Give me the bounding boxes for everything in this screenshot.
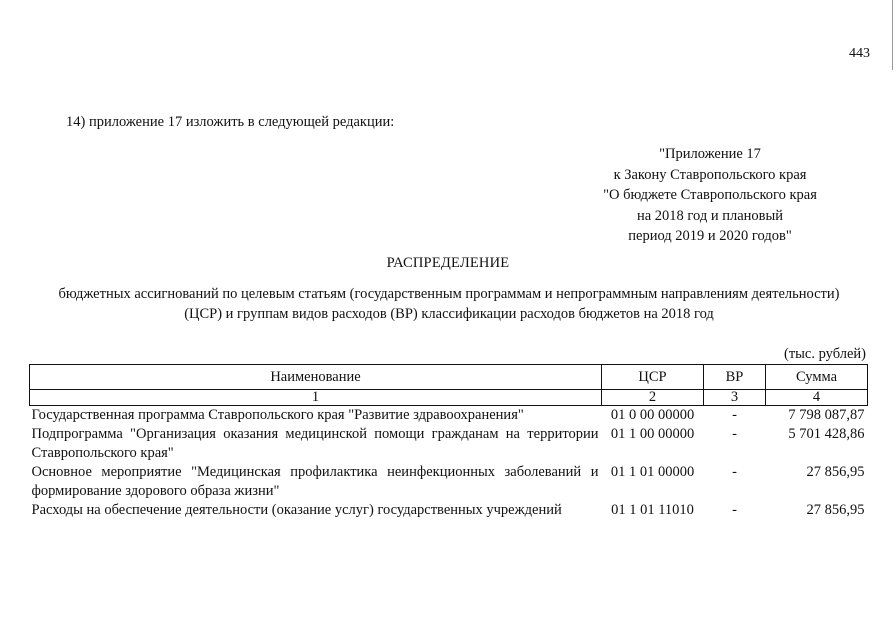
subtitle-line: (ЦСР) и группам видов расходов (ВР) классификации расходов бюджетов на 2018 год	[184, 306, 714, 322]
row-vr: -	[732, 407, 737, 423]
row-vr: -	[732, 426, 737, 442]
header-sum: Сумма	[766, 365, 868, 390]
page-number: 443	[849, 46, 870, 61]
row-sum: 27 856,95	[806, 464, 865, 480]
table-header-row	[30, 365, 868, 390]
row-csr: 01 1 01 00000	[610, 464, 695, 480]
row-sum: 27 856,95	[806, 502, 865, 518]
row-name: Подпрограмма "Организация оказания медицинской помощи гражданам на территории Ставропольского края"	[31, 426, 599, 461]
document-subtitle	[30, 284, 868, 324]
appendix-line: "О бюджете Ставропольского края	[603, 187, 817, 203]
appendix-line: период 2019 и 2020 годов"	[628, 228, 792, 244]
subtitle-line: бюджетных ассигнований по целевым статьям (государственным программам и непрограммным направлениям деятельности)	[58, 286, 840, 302]
column-number: 3	[704, 390, 766, 406]
row-csr: 01 0 00 00000	[610, 407, 695, 423]
units-label: (тыс. рублей)	[784, 346, 866, 362]
row-name: Государственная программа Ставропольского края "Развитие здравоохранения"	[31, 407, 524, 423]
appendix-reference	[560, 144, 860, 247]
row-csr: 01 1 00 00000	[610, 426, 695, 442]
header-csr: ЦСР	[602, 365, 704, 390]
row-name: Расходы на обеспечение деятельности (оказание услуг) государственных учреждений	[31, 502, 562, 518]
column-number: 2	[602, 390, 704, 406]
appendix-line: к Закону Ставропольского края	[613, 166, 807, 183]
table-row	[30, 501, 868, 520]
scan-edge-line	[892, 0, 893, 70]
row-name: Основное мероприятие "Медицинская профилактика неинфекционных заболеваний и формирование здорового образа жизни"	[31, 464, 599, 499]
column-number: 4	[766, 390, 868, 406]
column-number-row	[30, 390, 868, 406]
document-title: РАСПРЕДЕЛЕНИЕ	[386, 255, 510, 271]
amendment-instruction: 14) приложение 17 изложить в следующей редакции:	[66, 114, 395, 130]
row-csr: 01 1 01 11010	[611, 502, 694, 518]
table-row	[30, 406, 868, 426]
row-vr: -	[732, 464, 737, 480]
appendix-line: "Приложение 17	[659, 146, 761, 162]
table-row	[30, 463, 868, 501]
appendix-line: на 2018 год и плановый	[636, 207, 784, 224]
header-vr: ВР	[704, 365, 766, 390]
table-row	[30, 425, 868, 463]
header-name: Наименование	[30, 365, 602, 390]
row-vr: -	[732, 502, 737, 518]
budget-table	[29, 364, 868, 520]
column-number: 1	[30, 390, 602, 406]
row-sum: 7 798 087,87	[788, 407, 865, 423]
row-sum: 5 701 428,86	[788, 426, 865, 442]
